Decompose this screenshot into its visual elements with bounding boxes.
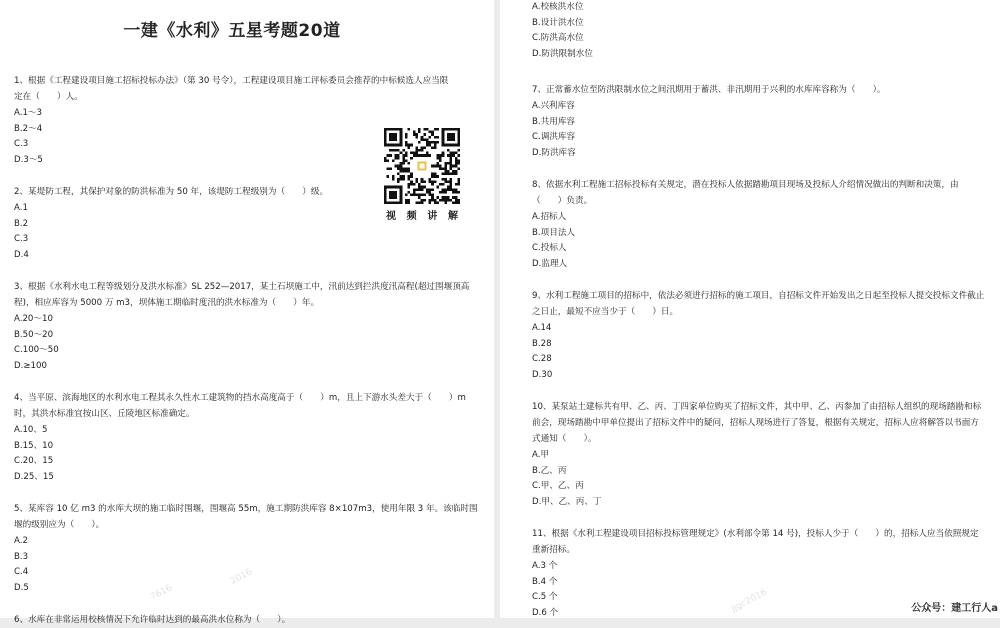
question-4 [14, 390, 480, 485]
option-d: D.3～5 [14, 154, 43, 165]
option-b: B.50～20 [14, 329, 54, 340]
question-7 [532, 82, 986, 161]
question-text: 2、某堤防工程，其保护对象的防洪标准为 50 年，该堤防工程级别为（ ）级。 [14, 187, 329, 197]
option-b: B.2～4 [14, 123, 43, 134]
watermark: jjgc2016 [729, 587, 769, 615]
option-c: C.5 个 [532, 592, 558, 602]
option-a: A.招标人 [532, 212, 567, 222]
qr-caption-char: 视 [386, 211, 396, 222]
question-8 [532, 177, 986, 272]
option-a: A.2 [14, 536, 28, 546]
qr-caption-char: 解 [447, 211, 458, 222]
option-a: A.1 [14, 203, 28, 213]
watermark: 7616 [148, 583, 174, 603]
option-a: A.20～10 [14, 314, 53, 324]
question-6 [14, 612, 480, 628]
option-b: B.设计洪水位 [532, 17, 584, 28]
option-d: D.≥100 [14, 360, 47, 371]
option-c: C.4 [14, 567, 29, 577]
question-text: 9、水利工程施工项目的招标中，依法必须进行招标的施工项目，自招标文件开始发出之日起至投标人提交投标文件截止之日止，最短不应当少于（ ）日。 [532, 291, 985, 317]
option-a: A.校核洪水位 [532, 2, 584, 12]
option-d: D.防洪库容 [532, 147, 576, 158]
question-text: 7、正常蓄水位至防洪限制水位之间汛期用于蓄洪、非汛期用于兴利的水库库容称为（ ）。 [532, 85, 886, 95]
option-b: B.15、10 [14, 440, 54, 451]
option-b: B.共用库容 [532, 116, 576, 127]
option-a: A.甲 [532, 450, 550, 460]
option-b: B.4 个 [532, 576, 558, 587]
option-c: C.甲、乙、丙 [532, 481, 584, 491]
option-b: B.28 [532, 338, 552, 349]
qr-code-block[interactable] [384, 128, 460, 222]
option-b: B.2 [14, 218, 29, 229]
option-a: A.14 [532, 323, 552, 333]
question-text: 11、根据《水利工程建设项目招标投标管理规定》(水利部令第 14 号)，投标人少于（ ）的，招标人应当依照规定重新招标。 [532, 529, 979, 555]
question-text: 10、某泵站土建标共有甲、乙、丙、丁四家单位购买了招标文件，其中甲、乙、丙参加了由招标人组织的现场踏勘和标前会，现场踏勘中甲单位提出了招标文件中的疑问，招标人现场进行了答复，根据有关规定，招标人应将解答以书面方式通知（ ）。 [532, 402, 982, 444]
question-9 [532, 288, 986, 383]
footer-brand: 公众号：建工行人a [911, 603, 998, 614]
option-a: A.10、5 [14, 425, 48, 435]
option-c: C.投标人 [532, 243, 567, 253]
option-d: D.4 [14, 249, 29, 260]
question-5 [14, 501, 480, 596]
option-c: C.3 [14, 139, 29, 149]
option-d: D.6 个 [532, 607, 559, 618]
option-c: C.28 [532, 354, 552, 364]
qr-caption [384, 207, 460, 222]
qr-caption-char: 频 [406, 211, 417, 222]
document-title: 一建《水利》五星考题20道 [123, 21, 341, 41]
right-page [500, 0, 1000, 618]
option-d: D.30 [532, 369, 553, 380]
option-a: A.兴利库容 [532, 101, 575, 111]
option-b: B.乙、丙 [532, 465, 567, 476]
question-10 [532, 399, 986, 510]
option-a: A.3 个 [532, 561, 558, 571]
question-6-options [532, 0, 986, 62]
left-page [0, 0, 494, 625]
qr-code-icon[interactable] [384, 128, 460, 204]
option-d: D.5 [14, 582, 29, 593]
option-a: A.1～3 [14, 108, 42, 118]
question-text: 8、依据水利工程施工招标投标有关规定，潜在投标人依据踏勘项目现场及投标人介绍情况做出的判断和决策，由（ ）负责。 [532, 180, 959, 206]
option-c: C.20、15 [14, 456, 54, 466]
option-c: C.调洪库容 [532, 132, 576, 142]
option-d: D.25、15 [14, 471, 54, 482]
question-text: 4、当平原、滨海地区的水利水电工程其永久性水工建筑物的挡水高度高于（ ）m，且上下游水头差大于（ ）m 时，其洪水标准宜按山区、丘陵地区标准确定。 [14, 393, 466, 419]
question-3 [14, 279, 480, 374]
question-text: 3、根据《水利水电工程等级划分及洪水标准》SL 252—2017，某土石坝施工中，汛前达到拦洪度汛高程(超过围堰顶高程)，相应库容为 5000 万 m3，坝体施工期临时度汛的洪水标准为（ ）年。 [14, 282, 470, 308]
option-b: B.3 [14, 551, 29, 562]
question-text: 5、某库容 10 亿 m3 的水库大坝的施工临时围堰，围堰高 55m，施工期防洪库容 8×107m3，使用年限 3 年。该临时围堰的级别应为（ ）。 [14, 504, 478, 530]
qr-caption-char: 讲 [427, 211, 438, 222]
question-text: 6、水库在非常运用校核情况下允许临时达到的最高洪水位称为（ ）。 [14, 615, 291, 625]
option-c: C.100～50 [14, 345, 59, 355]
option-c: C.3 [14, 234, 29, 244]
question-text: 1、根据《工程建设项目施工招标投标办法》（第 30 号令），工程建设项目施工评标委员会推荐的中标候选人应当限定在（ ）人。 [14, 76, 449, 102]
watermark: 2016 [228, 567, 254, 587]
option-d: D.监理人 [532, 258, 568, 269]
option-c: C.防洪高水位 [532, 33, 584, 43]
option-d: D.防洪限制水位 [532, 48, 593, 59]
option-d: D.甲、乙、丙、丁 [532, 496, 602, 507]
option-b: B.项目法人 [532, 227, 576, 238]
